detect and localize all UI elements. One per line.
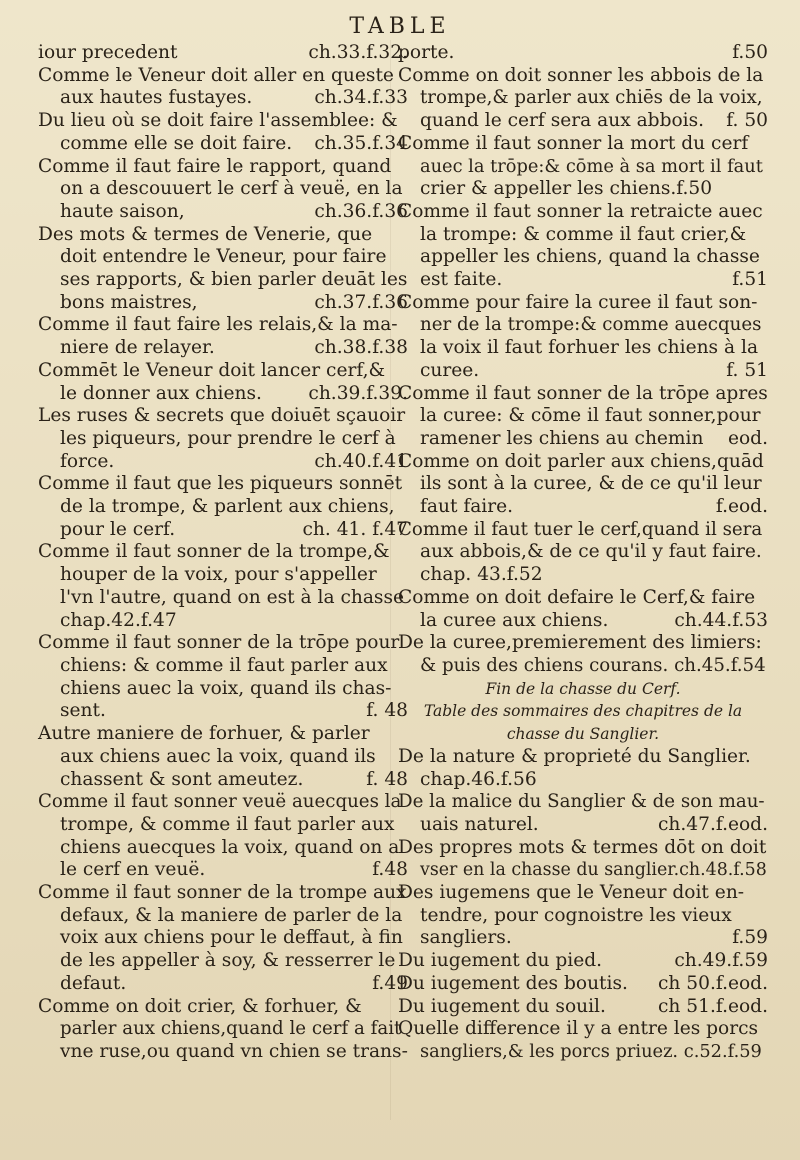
- entry-text: Les ruses & secrets que doiuēt sçauoir: [38, 405, 406, 427]
- entry-line: [398, 791, 768, 814]
- entry-text: aux chiens auec la voix, quand ils: [60, 745, 376, 767]
- entry-line: [398, 133, 768, 156]
- entry-line: [398, 769, 768, 792]
- page-reference: f.48: [372, 859, 408, 881]
- entry-text: ner de la trompe:& comme auecques: [420, 314, 762, 336]
- toc-entry: [38, 632, 408, 723]
- entry-line: [38, 314, 408, 337]
- entry-text: ses rapports, & bien parler deuāt les: [60, 269, 408, 291]
- entry-text: quand le cerf sera aux abbois.: [420, 110, 705, 132]
- entry-line: [38, 292, 408, 315]
- entry-text: vne ruse,ou quand vn chien se trans-: [60, 1040, 408, 1062]
- page-reference: f.eod.: [715, 496, 768, 518]
- entry-line: [398, 1041, 768, 1064]
- entry-line: [38, 201, 408, 224]
- entry-line: [38, 451, 408, 474]
- entry-line: [38, 473, 408, 496]
- entry-line: [38, 156, 408, 179]
- entry-line: [398, 519, 768, 542]
- entry-text: Commēt le Veneur doit lancer cerf,&: [38, 359, 386, 381]
- entry-line: [398, 655, 768, 678]
- toc-entry: [398, 678, 768, 701]
- entry-line: [398, 405, 768, 428]
- entry-line: [38, 360, 408, 383]
- entry-line: [398, 1018, 768, 1041]
- toc-entry: [38, 360, 408, 405]
- entry-line: [38, 700, 408, 723]
- entry-text: Comme on doit defaire le Cerf,& faire: [398, 586, 756, 608]
- entry-line: [38, 178, 408, 201]
- toc-entry: [38, 996, 408, 1064]
- entry-text: Comme le Veneur doit aller en queste: [38, 64, 394, 86]
- entry-line: [38, 746, 408, 769]
- left-column: [38, 42, 408, 1064]
- entry-text: trompe, & comme il faut parler aux: [60, 813, 395, 835]
- entry-line: [38, 1041, 408, 1064]
- entry-text: trompe,& parler aux chiēs de la voix,: [420, 87, 763, 109]
- entry-text: chiens auecques la voix, quand on a: [60, 836, 400, 858]
- toc-entry: [398, 519, 768, 587]
- entry-text: Comme il faut faire le rapport, quand: [38, 155, 392, 177]
- section-heading: Fin de la chasse du Cerf.: [485, 679, 681, 698]
- entry-text: force.: [60, 450, 115, 472]
- page-reference: f.51: [732, 269, 768, 291]
- entry-text: Comme il faut sonner de la trompe,&: [38, 541, 390, 563]
- entry-text: niere de relayer.: [60, 337, 215, 359]
- entry-line: [38, 519, 408, 542]
- page-reference: ch.49.f.59: [674, 950, 768, 972]
- toc-entry: [398, 973, 768, 996]
- entry-text: faut faire.: [420, 496, 514, 518]
- entry-line: [398, 269, 768, 292]
- toc-entry: [38, 405, 408, 473]
- toc-entry: [398, 791, 768, 836]
- entry-line: [398, 87, 768, 110]
- toc-entry: [38, 723, 408, 791]
- entry-text: ils sont à la curee, & de ce qu'il leur: [420, 473, 762, 495]
- entry-text: houper de la voix, pour s'appeller: [60, 564, 377, 586]
- entry-line: [398, 950, 768, 973]
- toc-entry: [38, 65, 408, 110]
- entry-text: vser en la chasse du sanglier.ch.48.f.58: [420, 860, 767, 881]
- entry-text: aux abbois,& de ce qu'il y faut faire.: [420, 541, 762, 563]
- toc-entry: [398, 700, 768, 745]
- entry-text: Autre maniere de forhuer, & parler: [38, 723, 370, 745]
- entry-text: curee.: [420, 359, 480, 381]
- entry-line: [398, 814, 768, 837]
- entry-text: chap.46.f.56: [420, 768, 537, 790]
- entry-line: [398, 337, 768, 360]
- entry-line: [38, 791, 408, 814]
- page-reference: ch 50.f.eod.: [657, 972, 768, 994]
- page-reference: ch.38.f.38: [314, 337, 408, 359]
- entry-text: Comme il faut sonner la retraicte auec: [398, 200, 763, 222]
- entry-line: [398, 973, 768, 996]
- entry-text: Comme il faut sonner de la trōpe apres: [398, 382, 768, 404]
- entry-text: auec la trōpe:& cōme à sa mort il faut: [420, 155, 763, 177]
- entry-text: est faite.: [420, 269, 503, 291]
- toc-entry: [398, 746, 768, 791]
- entry-text: crier & appeller les chiens.f.50: [420, 178, 713, 200]
- entry-text: bons maistres,: [60, 291, 198, 313]
- entry-line: [38, 246, 408, 269]
- page-reference: ch 51.f.eod.: [657, 995, 768, 1017]
- entry-line: [38, 905, 408, 928]
- entry-line: [398, 360, 768, 383]
- page-reference: ch.44.f.53: [674, 609, 768, 631]
- entry-text: Du lieu où se doit faire l'assemblee: &: [38, 110, 398, 132]
- toc-entry: [398, 42, 768, 65]
- entry-text: chap.42.f.47: [60, 609, 177, 631]
- entry-line: [38, 814, 408, 837]
- entry-line: [398, 65, 768, 88]
- entry-text: Comme il faut tuer le cerf,quand il sera: [398, 518, 763, 540]
- page-reference: f. 48: [366, 768, 408, 790]
- entry-text: haute saison,: [60, 200, 185, 222]
- entry-line: [38, 337, 408, 360]
- toc-entry: [398, 882, 768, 950]
- entry-line: [38, 383, 408, 406]
- page-reference: ch.37.f.36: [314, 291, 408, 313]
- entry-line: [38, 882, 408, 905]
- entry-line: [38, 1018, 408, 1041]
- entry-line: [38, 769, 408, 792]
- toc-entry: [38, 791, 408, 882]
- entry-line: [38, 927, 408, 950]
- entry-text: defaux, & la maniere de parler de la: [60, 904, 403, 926]
- page-reference: ch.39.f.39.: [308, 382, 408, 404]
- entry-text: Du iugement des boutis.: [398, 972, 628, 994]
- entry-line: [38, 65, 408, 88]
- entry-line: [398, 110, 768, 133]
- page-reference: ch.34.f.33: [314, 87, 408, 109]
- entry-line: [38, 269, 408, 292]
- entry-text: voix aux chiens pour le deffaut, à fin: [60, 927, 403, 949]
- entry-line: [38, 973, 408, 996]
- page-reference: ch.35.f.34: [314, 132, 408, 154]
- entry-text: uais naturel.: [420, 813, 539, 835]
- entry-text: Comme on doit crier, & forhuer, &: [38, 995, 362, 1017]
- entry-text: doit entendre le Veneur, pour faire: [60, 246, 387, 268]
- entry-text: Comme il faut faire les relais,& la ma-: [38, 314, 398, 336]
- entry-line: [398, 587, 768, 610]
- entry-line: [38, 541, 408, 564]
- entry-text: chiens: & comme il faut parler aux: [60, 654, 388, 676]
- entry-line: [398, 42, 768, 65]
- entry-line: [398, 292, 768, 315]
- entry-text: Des iugemens que le Veneur doit en-: [398, 882, 745, 904]
- entry-line: [398, 746, 768, 769]
- entry-line: [38, 42, 408, 65]
- entry-line: [38, 655, 408, 678]
- entry-text: & puis des chiens courans. ch.45.f.54: [420, 654, 766, 676]
- entry-line: [38, 405, 408, 428]
- toc-entry: [398, 587, 768, 632]
- entry-line: [398, 451, 768, 474]
- entry-line: [38, 837, 408, 860]
- entry-line: [398, 610, 768, 633]
- entry-text: Comme on doit sonner les abbois de la: [398, 64, 764, 86]
- page-reference: f. 50: [726, 110, 768, 132]
- entry-line: [398, 496, 768, 519]
- entry-text: Comme il faut que les piqueurs sonnēt: [38, 473, 403, 495]
- toc-entry: [38, 42, 408, 65]
- entry-text: la trompe: & comme il faut crier,&: [420, 223, 747, 245]
- toc-entry: [38, 314, 408, 359]
- entry-text: le cerf en veuë.: [60, 859, 206, 881]
- entry-text: tendre, pour cognoistre les vieux: [420, 904, 732, 926]
- entry-text: on a descouuert le cerf à veuë, en la: [60, 178, 403, 200]
- entry-text: Du iugement du pied.: [398, 950, 603, 972]
- entry-line: [38, 110, 408, 133]
- entry-line: [398, 541, 768, 564]
- entry-line: [38, 996, 408, 1019]
- entry-text: Comme il faut sonner veuë auecques la: [38, 791, 402, 813]
- entry-line: [38, 723, 408, 746]
- right-column: [398, 42, 768, 1064]
- entry-text: De la malice du Sanglier & de son mau-: [398, 791, 765, 813]
- entry-line: [398, 156, 768, 179]
- entry-text: Comme il faut sonner de la trōpe pour: [38, 632, 400, 654]
- toc-entry: [398, 292, 768, 383]
- entry-line: [398, 927, 768, 950]
- toc-entry: [38, 473, 408, 541]
- entry-text: le donner aux chiens.: [60, 382, 262, 404]
- entry-line: [398, 428, 768, 451]
- entry-line: [38, 87, 408, 110]
- entry-text: de la trompe, & parlent aux chiens,: [60, 496, 395, 518]
- entry-text: la voix il faut forhuer les chiens à la: [420, 337, 759, 359]
- entry-text: iour precedent: [38, 42, 178, 63]
- toc-entry: [398, 1018, 768, 1063]
- entry-line: [398, 383, 768, 406]
- entry-text: defaut.: [60, 972, 127, 994]
- entry-line: [398, 564, 768, 587]
- entry-text: les piqueurs, pour prendre le cerf à: [60, 427, 396, 449]
- entry-line: [38, 587, 408, 610]
- toc-entry: [398, 950, 768, 973]
- entry-text: Quelle difference il y a entre les porcs: [398, 1018, 759, 1040]
- entry-text: chap. 43.f.52: [420, 564, 543, 586]
- entry-text: De la curee,premierement des limiers:: [398, 632, 762, 654]
- entry-line: [38, 224, 408, 247]
- entry-line: [38, 133, 408, 156]
- entry-line: [398, 882, 768, 905]
- entry-line: [38, 428, 408, 451]
- entry-line: [38, 859, 408, 882]
- toc-entry: [398, 133, 768, 201]
- entry-line: [38, 564, 408, 587]
- toc-entry: [398, 632, 768, 677]
- page-title: TABLE: [349, 14, 451, 39]
- page-reference: ch.40.f.41: [314, 450, 408, 472]
- entry-text: Comme on doit parler aux chiens,quād: [398, 450, 764, 472]
- page-reference: f. 51: [726, 359, 768, 381]
- entry-line: [398, 473, 768, 496]
- page-reference: ch.33.f.32.: [308, 42, 408, 63]
- entry-line: [38, 678, 408, 701]
- toc-entry: [398, 837, 768, 882]
- section-heading-line: chasse du Sanglier.: [506, 725, 660, 744]
- entry-text: Comme pour faire la curee il faut son-: [398, 291, 758, 313]
- entry-line: [398, 178, 768, 201]
- page-reference: f.59: [732, 927, 768, 949]
- entry-line: [398, 905, 768, 928]
- toc-entry: [38, 110, 408, 155]
- toc-entry: [398, 65, 768, 133]
- entry-text: appeller les chiens, quand la chasse: [420, 246, 760, 268]
- entry-text: chassent & sont ameutez.: [60, 768, 304, 790]
- entry-line: [398, 314, 768, 337]
- section-heading-line: Table des sommaires des chapitres de la: [423, 702, 743, 721]
- entry-text: comme elle se doit faire.: [60, 132, 293, 154]
- entry-text: De la nature & proprieté du Sanglier.: [398, 745, 751, 767]
- entry-text: sangliers,& les porcs priuez. c.52.f.59: [420, 1040, 762, 1062]
- toc-entry: [398, 201, 768, 292]
- entry-line: [398, 201, 768, 224]
- entry-text: pour le cerf.: [60, 518, 176, 540]
- page-reference: f.50: [732, 42, 768, 63]
- entry-text: la curee aux chiens.: [420, 609, 609, 631]
- entry-line: [398, 996, 768, 1019]
- entry-text: ramener les chiens au chemin: [420, 427, 704, 449]
- entry-line: [398, 859, 768, 882]
- entry-line: [398, 246, 768, 269]
- entry-text: aux hautes fustayes.: [60, 87, 253, 109]
- entry-line: [398, 837, 768, 860]
- page-reference: eod.: [727, 427, 768, 449]
- page-reference: ch.47.f.eod.: [657, 813, 768, 835]
- entry-line: [398, 224, 768, 247]
- entry-text: Comme il faut sonner de la trompe aux: [38, 882, 407, 904]
- entry-text: chiens auec la voix, quand ils chas-: [60, 677, 392, 699]
- entry-text: porte.: [398, 42, 455, 63]
- page-reference: ch.36.f.36: [314, 200, 408, 222]
- entry-line: [398, 632, 768, 655]
- toc-entry: [38, 541, 408, 632]
- entry-line: [38, 496, 408, 519]
- toc-entry: [38, 882, 408, 996]
- entry-text: la curee: & cōme il faut sonner,pour: [420, 405, 761, 427]
- page-reference: f.49: [372, 972, 408, 994]
- entry-text: Du iugement du souil.: [398, 995, 606, 1017]
- page-reference: f. 48: [366, 700, 408, 722]
- toc-entry: [398, 451, 768, 519]
- entry-text: de les appeller à soy, & resserrer le: [60, 950, 396, 972]
- entry-text: Comme il faut sonner la mort du cerf: [398, 132, 749, 154]
- entry-text: Des propres mots & termes dōt on doit: [398, 836, 767, 858]
- entry-text: sent.: [60, 700, 106, 722]
- toc-entry: [38, 156, 408, 224]
- entry-text: Des mots & termes de Venerie, que: [38, 223, 373, 245]
- page-reference: ch. 41. f.47: [302, 518, 408, 540]
- entry-text: parler aux chiens,quand le cerf a fait: [60, 1018, 402, 1040]
- entry-text: l'vn l'autre, quand on est à la chasse: [60, 586, 405, 608]
- toc-entry: [398, 996, 768, 1019]
- toc-entry: [398, 383, 768, 451]
- entry-line: [38, 950, 408, 973]
- toc-entry: [38, 224, 408, 315]
- entry-line: [38, 632, 408, 655]
- entry-line: [38, 610, 408, 633]
- entry-text: sangliers.: [420, 927, 512, 949]
